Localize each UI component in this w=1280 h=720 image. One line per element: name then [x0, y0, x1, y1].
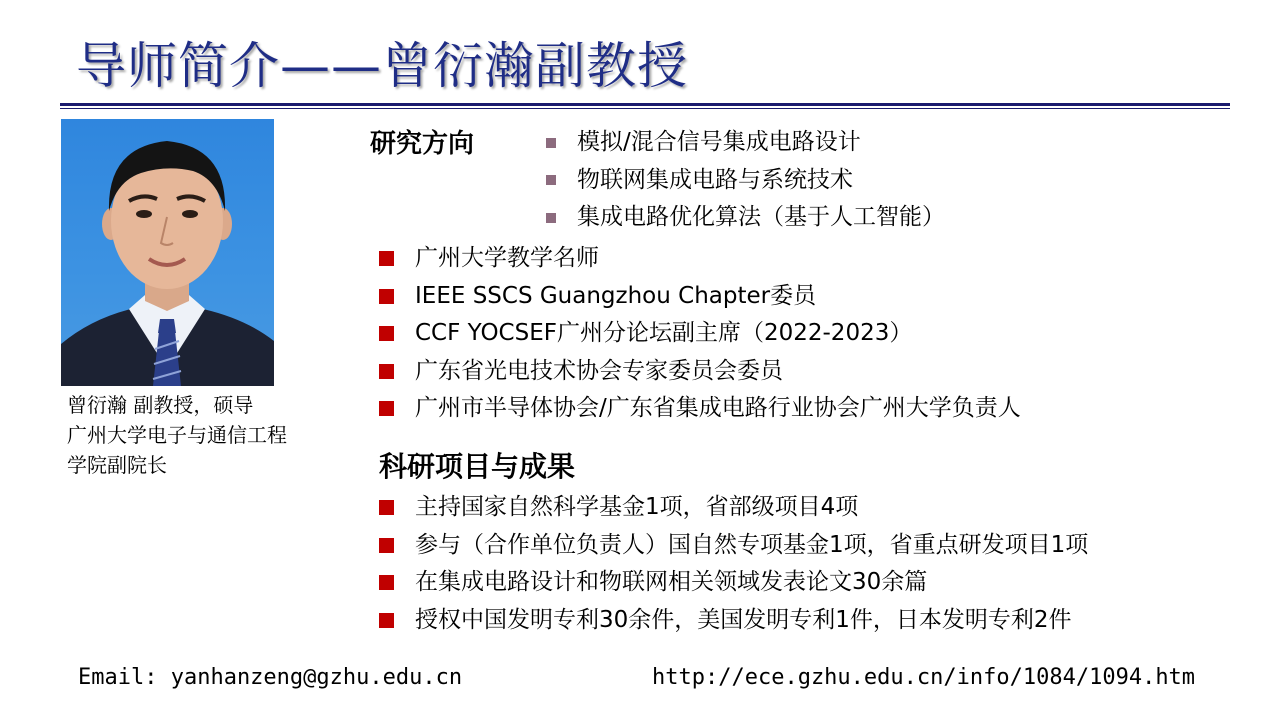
bullet-icon — [379, 575, 394, 590]
bullet-icon — [379, 289, 394, 304]
list-item — [379, 527, 1088, 565]
caption-position: 学院副院长 — [67, 453, 167, 477]
list-item — [379, 564, 1088, 602]
result-text: 在集成电路设计和物联网相关领域发表论文30余篇 — [415, 569, 928, 595]
caption-affiliation: 广州大学电子与通信工程 — [67, 423, 287, 447]
bullet-icon — [379, 251, 394, 266]
honor-text: 广州市半导体协会/广东省集成电路行业协会广州大学负责人 — [415, 395, 1021, 421]
research-direction-label: 研究方向 — [370, 129, 475, 159]
slide-title: 导师简介——曾衍瀚副教授 — [76, 37, 688, 95]
title-rule-thick — [60, 103, 1230, 106]
bullet-icon — [379, 326, 394, 341]
results-heading: 科研项目与成果 — [379, 450, 576, 483]
research-direction-list — [546, 124, 945, 237]
result-text: 授权中国发明专利30余件，美国发明专利1件，日本发明专利2件 — [415, 606, 1072, 633]
list-item — [379, 315, 1021, 353]
result-text: 主持国家自然科学基金1项，省部级项目4项 — [415, 494, 859, 520]
bullet-icon — [546, 138, 556, 148]
honor-text: CCF YOCSEF广州分论坛副主席（2022-2023） — [415, 320, 913, 346]
bullet-icon — [546, 213, 556, 223]
list-item — [379, 240, 1021, 278]
honor-text: IEEE SSCS Guangzhou Chapter委员 — [415, 282, 817, 309]
caption-name-title: 曾衍瀚 副教授，硕导 — [67, 393, 254, 417]
honor-text: 广州大学教学名师 — [415, 245, 599, 271]
list-item — [379, 390, 1021, 428]
bullet-icon — [379, 538, 394, 553]
bullet-icon — [546, 175, 556, 185]
list-item — [546, 199, 945, 237]
research-item-text: 模拟/混合信号集成电路设计 — [577, 129, 861, 155]
profile-url-link[interactable]: http://ece.gzhu.edu.cn/info/1084/1094.htm — [652, 665, 1196, 690]
bullet-icon — [379, 401, 394, 416]
email-link[interactable]: Email: yanhanzeng@gzhu.edu.cn — [78, 665, 463, 690]
result-text: 参与（合作单位负责人）国自然专项基金1项，省重点研发项目1项 — [415, 531, 1089, 558]
bullet-icon — [379, 613, 394, 628]
bullet-icon — [379, 364, 394, 379]
results-list — [379, 489, 1088, 639]
title-rule-thin — [60, 108, 1230, 109]
list-item — [379, 278, 1021, 316]
list-item — [546, 162, 945, 200]
list-item — [546, 124, 945, 162]
research-item-text: 物联网集成电路与系统技术 — [577, 166, 853, 193]
bullet-icon — [379, 500, 394, 515]
research-item-text: 集成电路优化算法（基于人工智能） — [577, 204, 945, 230]
portrait-photo — [61, 119, 274, 386]
list-item — [379, 602, 1088, 640]
list-item — [379, 489, 1088, 527]
portrait-caption — [67, 390, 347, 480]
list-item — [379, 353, 1021, 391]
honors-list — [379, 240, 1021, 428]
honor-text: 广东省光电技术协会专家委员会委员 — [415, 357, 783, 384]
